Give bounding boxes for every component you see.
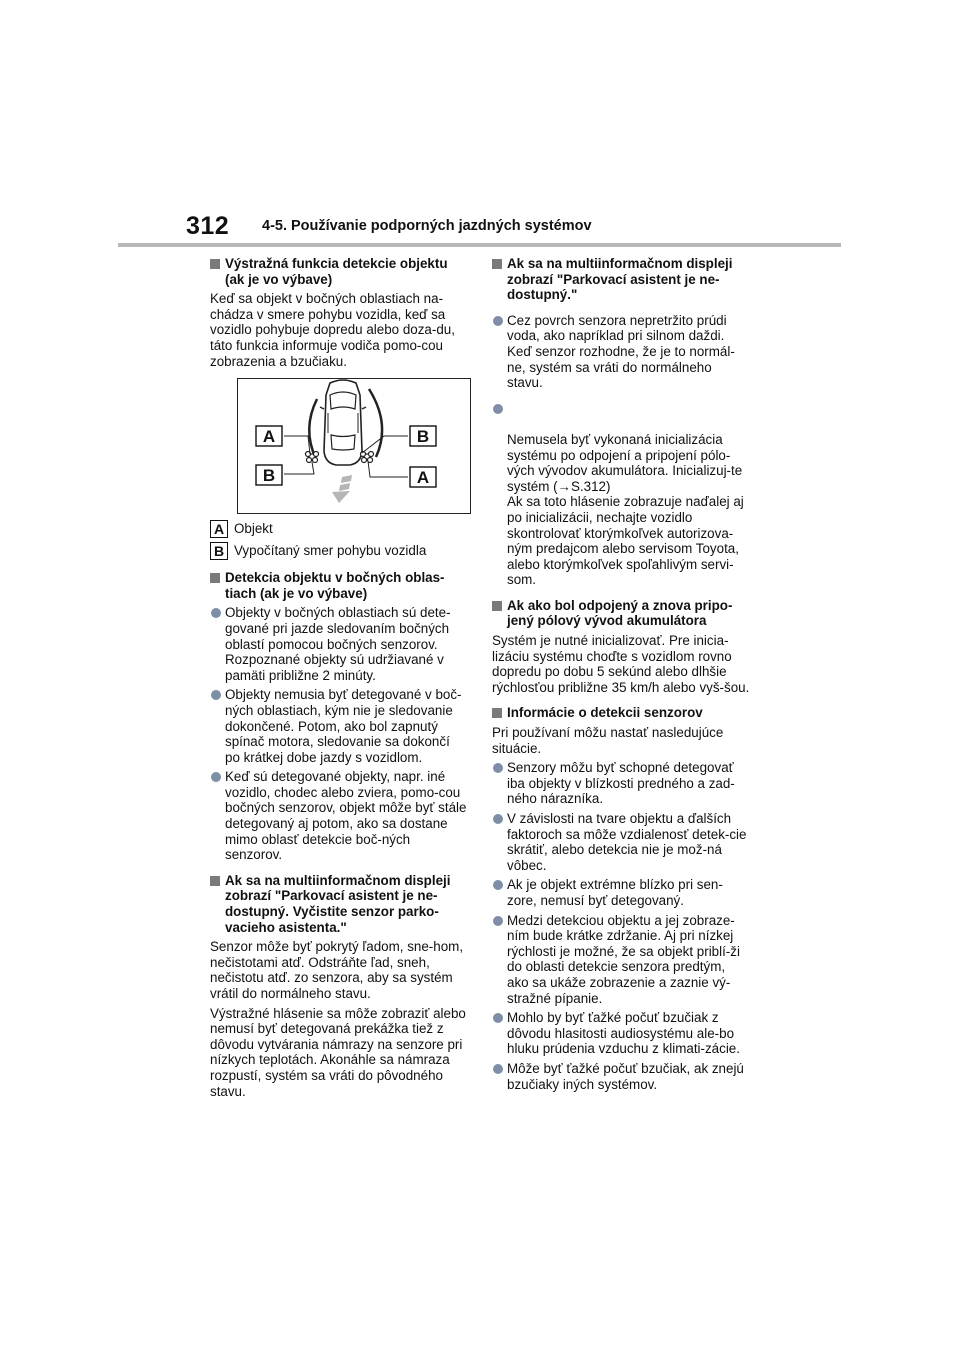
heading-text: Ak sa na multiinformačnom displeji zobrazí "Parkovací asistent je ne-dostupný." bbox=[507, 256, 733, 303]
list-item: Nemusela byť vykonaná inicializácia systému po odpojení a pripojení pólo-vých vývodov akumulátora. Inicializuj-te systém (→S.312) Ak sa toto hlásenie zobrazuje naďalej aj po inicializácii, nechajte vozidlo skontrolovať ktorýmkoľvek autorizova-ným predajcom alebo servisom Toyota, alebo ktorýmkoľvek spoľahlivým servi-som. bbox=[492, 401, 750, 588]
car-diagram-svg bbox=[238, 379, 470, 513]
legend-item-b bbox=[210, 542, 468, 562]
circle-bullet-icon bbox=[211, 772, 221, 782]
legend-key: A bbox=[210, 520, 228, 538]
square-bullet-icon bbox=[492, 259, 502, 269]
detection-arc-left bbox=[309, 399, 317, 459]
square-bullet-icon bbox=[492, 601, 502, 611]
section-heading bbox=[210, 570, 468, 601]
circle-bullet-icon bbox=[493, 916, 503, 926]
heading-text: Detekcia objektu v bočných oblas-tiach (ak je vo výbave) bbox=[225, 570, 445, 601]
section-heading bbox=[210, 256, 468, 287]
leader-line-a-right bbox=[368, 461, 408, 477]
circle-bullet-icon bbox=[493, 1013, 503, 1023]
legend-text: Vypočítaný smer pohybu vozidla bbox=[234, 543, 427, 559]
section-heading bbox=[492, 598, 750, 629]
paragraph: Výstražné hlásenie sa môže zobraziť alebo nemusí byť detegovaná prekážka tiež z dôvodu vytvárania námrazy na senzore pri nízkych teplotách. Akonáhle sa námraza rozpustí, systém sa vráti do pôvodného stavu. bbox=[210, 1005, 466, 1099]
circle-bullet-icon bbox=[493, 763, 503, 773]
list-item: Objekty v bočných oblastiach sú dete-gované pri jazde sledovaním bočných oblastí pomocou bočných senzorov. Rozpoznané objekty sú udržiavané v pamäti približne 2 minúty. bbox=[210, 605, 468, 683]
label-box-b-left bbox=[256, 465, 282, 485]
list-item: Keď sú detegované objekty, napr. iné vozidlo, chodec alebo zviera, pomo-cou bočných senzorov, objekt môže byť stále detegovaný aj potom, ako sa dostane mimo oblasť detekcie boč-ných senzorov. bbox=[210, 769, 468, 863]
svg-text:B: B bbox=[262, 466, 276, 486]
motion-arrow-icon bbox=[332, 475, 352, 503]
header-rule bbox=[118, 243, 841, 247]
heading-text: Ak sa na multiinformačnom displeji zobrazí "Parkovací asistent je ne-dostupný. Vyčistite senzor parko-vacieho asistenta." bbox=[225, 872, 451, 935]
leader-line-b-right bbox=[362, 436, 408, 453]
leader-line-a-left bbox=[284, 436, 310, 454]
section-heading bbox=[492, 256, 750, 303]
paragraph: Pri používaní môžu nastať nasledujúce situácie. bbox=[492, 725, 724, 756]
circle-bullet-icon bbox=[211, 608, 221, 618]
list-item: V závislosti na tvare objektu a ďalších faktoroch sa môže vzdialenosť detek-cie skrátiť, alebo detekcia nie je mož-ná vôbec. bbox=[492, 811, 750, 873]
list-item: Ak je objekt extrémne blízko pri sen-zore, nemusí byť detegovaný. bbox=[492, 877, 750, 908]
list-item: Mohlo by byť ťažké počuť bzučiak z dôvodu hlasitosti audiosystému ale-bo hluku prúdenia vzduchu z klimati-zácie. bbox=[492, 1010, 750, 1057]
circle-bullet-icon bbox=[493, 814, 503, 824]
square-bullet-icon bbox=[210, 573, 220, 583]
list-item: Objekty nemusia byť detegované v boč-ných oblastiach, kým nie je sledovanie dokončené. Potom, ako bol zapnutý spínač motora, sledovanie sa dokončí po krátkej dobe jazdy s vozidlom. bbox=[210, 687, 468, 765]
circle-bullet-icon bbox=[493, 880, 503, 890]
svg-text:A: A bbox=[416, 468, 430, 488]
paragraph: Systém je nutné inicializovať. Pre inicia-lizáciu systému choďte s vozidlom rovno dopredu po dobu 5 sekúnd alebo dlhšie rýchlosťou približne 35 km/h alebo vyš-šou. bbox=[492, 633, 750, 695]
page-number: 312 bbox=[186, 212, 230, 240]
object-icon-left bbox=[306, 452, 319, 463]
label-box-a-left bbox=[256, 426, 282, 446]
square-bullet-icon bbox=[492, 708, 502, 718]
circle-bullet-icon bbox=[493, 316, 503, 326]
circle-bullet-icon bbox=[211, 690, 221, 700]
section-heading bbox=[210, 873, 468, 935]
label-box-a-right bbox=[410, 467, 436, 487]
detection-diagram bbox=[237, 378, 471, 514]
svg-text:B: B bbox=[416, 427, 430, 447]
legend-item-a bbox=[210, 520, 468, 540]
detection-arc-right bbox=[369, 389, 382, 457]
paragraph: Senzor môže byť pokrytý ľadom, sne-hom, nečistotami atď. Odstráňte ľad, sneh, nečistotu atď. zo senzora, aby sa systém vrátil do normálneho stavu. bbox=[210, 939, 464, 1001]
paragraph: Keď sa objekt v bočných oblastiach na-chádza v smere pohybu vozidla, keď sa vozidlo pohybuje dopredu alebo doza-du, táto funkcia informuje vodiča pomo-cou zobrazenia a bzučiaku. bbox=[210, 291, 455, 369]
car-icon bbox=[320, 380, 366, 465]
list-item: Medzi detekciou objektu a jej zobraze-ním bude krátke zdržanie. Aj pri nízkej rýchlosti je možné, že sa objekt priblí-ži do oblasti detekcie senzora predtým, ako sa ukáže zobrazenie a zaznie vý-stražné pípanie. bbox=[492, 913, 750, 1007]
section-title: 4-5. Používanie podporných jazdných systémov bbox=[262, 218, 592, 234]
list-item: Senzory môžu byť schopné detegovať iba objekty v blízkosti predného a zad-ného nárazníka. bbox=[492, 760, 750, 807]
legend-text: Objekt bbox=[234, 521, 273, 537]
left-column bbox=[210, 256, 468, 1103]
square-bullet-icon bbox=[210, 259, 220, 269]
svg-text:A: A bbox=[262, 427, 276, 447]
list-item: Môže byť ťažké počuť bzučiak, ak znejú bzučiaky iných systémov. bbox=[492, 1061, 750, 1092]
circle-bullet-icon bbox=[493, 404, 503, 414]
legend-key: B bbox=[210, 542, 228, 560]
section-heading bbox=[492, 705, 750, 721]
square-bullet-icon bbox=[210, 876, 220, 886]
leader-line-b-left bbox=[284, 462, 314, 474]
heading-text: Informácie o detekcii senzorov bbox=[507, 705, 703, 721]
heading-text: Výstražná funkcia detekcie objektu (ak je vo výbave) bbox=[225, 256, 448, 287]
right-column bbox=[492, 256, 750, 1096]
circle-bullet-icon bbox=[493, 1064, 503, 1074]
heading-text: Ak ako bol odpojený a znova pripo-jený pólový vývod akumulátora bbox=[507, 597, 733, 629]
label-box-b-right bbox=[410, 426, 436, 446]
list-item: Cez povrch senzora nepretržito prúdi voda, ako napríklad pri silnom daždi. Keď senzor rozhodne, že je to normál-ne, systém sa vráti do normálneho stavu. bbox=[492, 313, 750, 391]
